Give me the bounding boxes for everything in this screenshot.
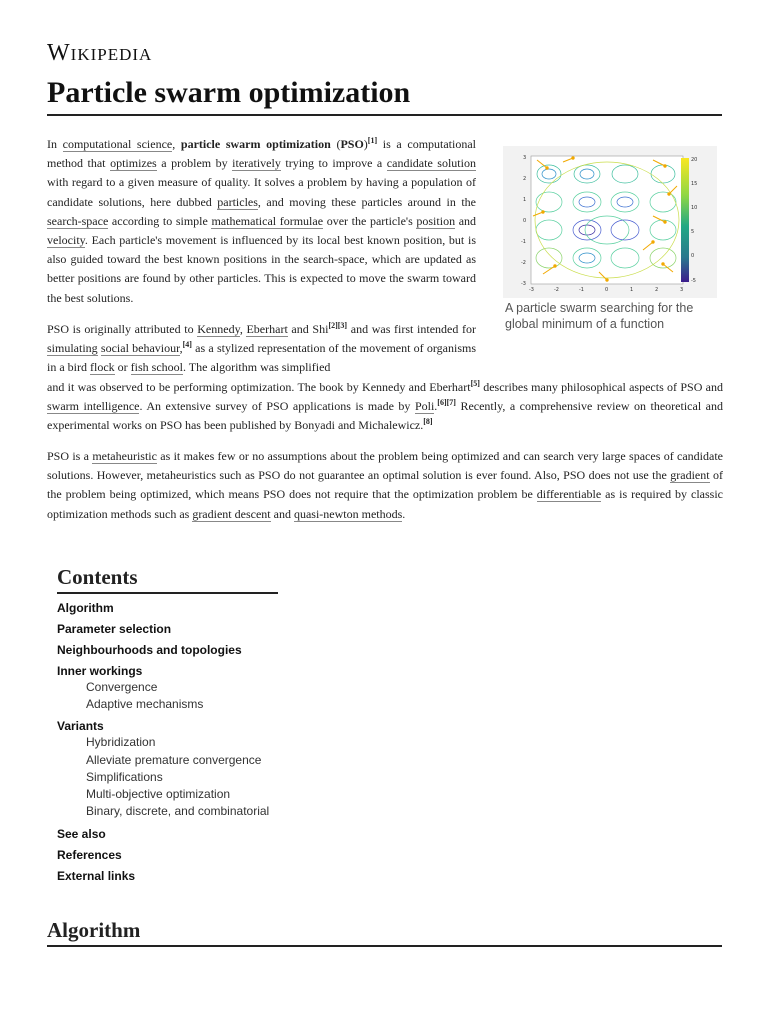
toc-neighbourhoods[interactable]: Neighbourhoods and topologies [57,643,242,657]
link-swarm-intelligence[interactable]: swarm intelligence [47,399,140,414]
text: PSO is originally attributed to [47,322,198,336]
bold-abbr: PSO [340,137,364,151]
text: and Shi [287,322,329,336]
bold-term: particle swarm optimization [180,137,331,151]
colorbar-tick: 15 [691,181,698,187]
x-tick: 3 [680,287,684,293]
text: describes many philosophical aspects of PSO and [479,380,723,394]
text: . An extensive survey of PSO applications is made by [139,399,415,414]
ref-1[interactable]: [1] [367,136,378,145]
link-poli[interactable]: Poli [414,399,435,414]
link-computational-science[interactable]: computational science [62,137,173,151]
text: of the problem being optimized, which means PSO does not require that the optimization problem be [47,468,723,502]
ref-8[interactable]: [8] [423,417,433,427]
text: as it makes few or no assumptions about the problem being optimized and can search very large spaces of candidate solutions. However, metaheuristics such as PSO do not guarantee an optimal solution is ever found. Also, PSO does not use the [47,449,723,483]
toc-binary[interactable]: Binary, discrete, and combinatorial [86,804,270,818]
x-tick: -3 [529,287,534,293]
link-simulating[interactable]: simulating [47,341,98,356]
link-gradient[interactable]: gradient [670,468,710,483]
link-search-space[interactable]: search-space [47,213,109,228]
intro-paragraph [47,135,476,308]
link-iteratively[interactable]: iteratively [232,156,281,171]
toc-external-links[interactable]: External links [57,869,136,883]
toc-adaptive-mechanisms[interactable]: Adaptive mechanisms [86,697,204,711]
wikipedia-logo[interactable]: Wikipedia [47,40,153,66]
swarm-figure[interactable] [503,146,717,298]
ref-6-7[interactable]: [6][7] [437,398,456,408]
page-title: Particle swarm optimization [47,76,722,116]
ref-2-3[interactable]: [2][3] [328,321,348,330]
colorbar-tick: 20 [691,157,698,163]
link-fish-school[interactable]: fish school [130,360,183,375]
toc-parameter-selection[interactable]: Parameter selection [57,622,172,636]
text: with regard to a given measure of quality. It solves a problem by having a population of candidate solutions, here dubbed [47,175,476,209]
text: and it was observed to be performing optimization. The book by Kennedy and Eberhart [47,380,471,394]
toc-simplifications[interactable]: Simplifications [86,770,163,784]
link-eberhart[interactable]: Eberhart [246,322,288,336]
text: over the particle's [323,213,417,228]
text: . [402,506,406,521]
x-tick: 1 [630,287,634,293]
link-quasi-newton-methods[interactable]: quasi-newton methods [293,506,403,521]
toc-convergence[interactable]: Convergence [86,680,158,694]
link-kennedy[interactable]: Kennedy [197,322,240,336]
text: In [47,137,63,151]
text: is a computational method that [47,137,477,171]
toc-algorithm[interactable]: Algorithm [57,601,114,615]
link-mathematical-formulae[interactable]: mathematical formulae [211,213,324,228]
colorbar [681,158,689,282]
link-social-behaviour[interactable]: social behaviour [100,341,180,356]
text: as a stylized representation of the movement of organisms in a bird [47,341,476,375]
y-tick: 0 [523,218,527,224]
ref-5[interactable]: [5] [470,379,480,388]
metaheuristic-paragraph [47,447,723,524]
text: . The algorithm was simplified [183,360,331,375]
text: , [239,322,247,336]
text: ) [363,137,368,151]
link-optimizes[interactable]: optimizes [110,156,157,171]
y-tick: -1 [521,239,526,245]
text: . Each particle's movement is influenced by its local best known position, but is also guided toward the best known positions in the search-space, which are updated as better positions are found by other particles. This is expected to move the swarm toward the best solutions. [47,233,476,305]
colorbar-tick: 0 [691,253,695,259]
x-tick: -1 [579,287,584,293]
toc-multi-objective[interactable]: Multi-objective optimization [86,787,231,801]
toc-inner-workings[interactable]: Inner workings [57,664,143,678]
x-tick: 0 [605,287,609,293]
text: and was first intended for [347,322,476,336]
colorbar-tick: 10 [691,205,698,211]
text: according to simple [108,213,212,228]
text: trying to improve a [280,156,387,171]
link-gradient-descent[interactable]: gradient descent [192,506,271,521]
colorbar-tick: -5 [691,278,696,284]
text: , [172,137,181,151]
section-heading-algorithm: Algorithm [47,918,722,947]
y-tick: -2 [521,260,526,266]
text: , [179,341,183,356]
toc-variants[interactable]: Variants [57,719,104,733]
text: and [455,213,477,228]
link-particles[interactable]: particles [217,194,258,209]
link-position[interactable]: position [416,213,456,228]
contents-title: Contents [57,565,278,594]
ref-4[interactable]: [4] [182,340,192,350]
toc-references[interactable]: References [57,848,122,862]
link-candidate-solution[interactable]: candidate solution [386,156,476,171]
text: PSO is a [47,449,93,463]
y-tick: 3 [523,155,527,161]
figure-caption: A particle swarm searching for the global minimum of a function [505,301,694,331]
link-velocity[interactable]: velocity [47,233,85,248]
link-flock[interactable]: flock [90,360,115,375]
text: Recently, a comprehensive review on theoretical and experimental works on PSO has been published by Bonyadi and Michalewicz. [47,399,723,433]
x-tick: -2 [554,287,559,293]
y-tick: 2 [523,176,527,182]
contour-plot [503,146,717,298]
toc-hybridization[interactable]: Hybridization [86,735,156,749]
text: . [434,399,438,414]
text: and [270,506,294,521]
text: a problem by [156,156,233,171]
y-tick: 1 [523,197,527,203]
text: as is required by classic optimization methods such as [47,487,723,521]
toc-see-also[interactable]: See also [57,827,106,841]
history-paragraph-continued [47,378,723,436]
history-paragraph [47,320,476,378]
link-differentiable[interactable]: differentiable [536,487,602,502]
text: or [114,360,131,375]
colorbar-tick: 5 [691,229,695,235]
text: ( [330,137,341,151]
y-tick: -3 [521,281,526,287]
link-metaheuristic[interactable]: metaheuristic [92,449,157,463]
toc-alleviate[interactable]: Alleviate premature convergence [86,753,262,767]
text: , and moving these particles around in the [257,194,476,209]
x-tick: 2 [655,287,659,293]
